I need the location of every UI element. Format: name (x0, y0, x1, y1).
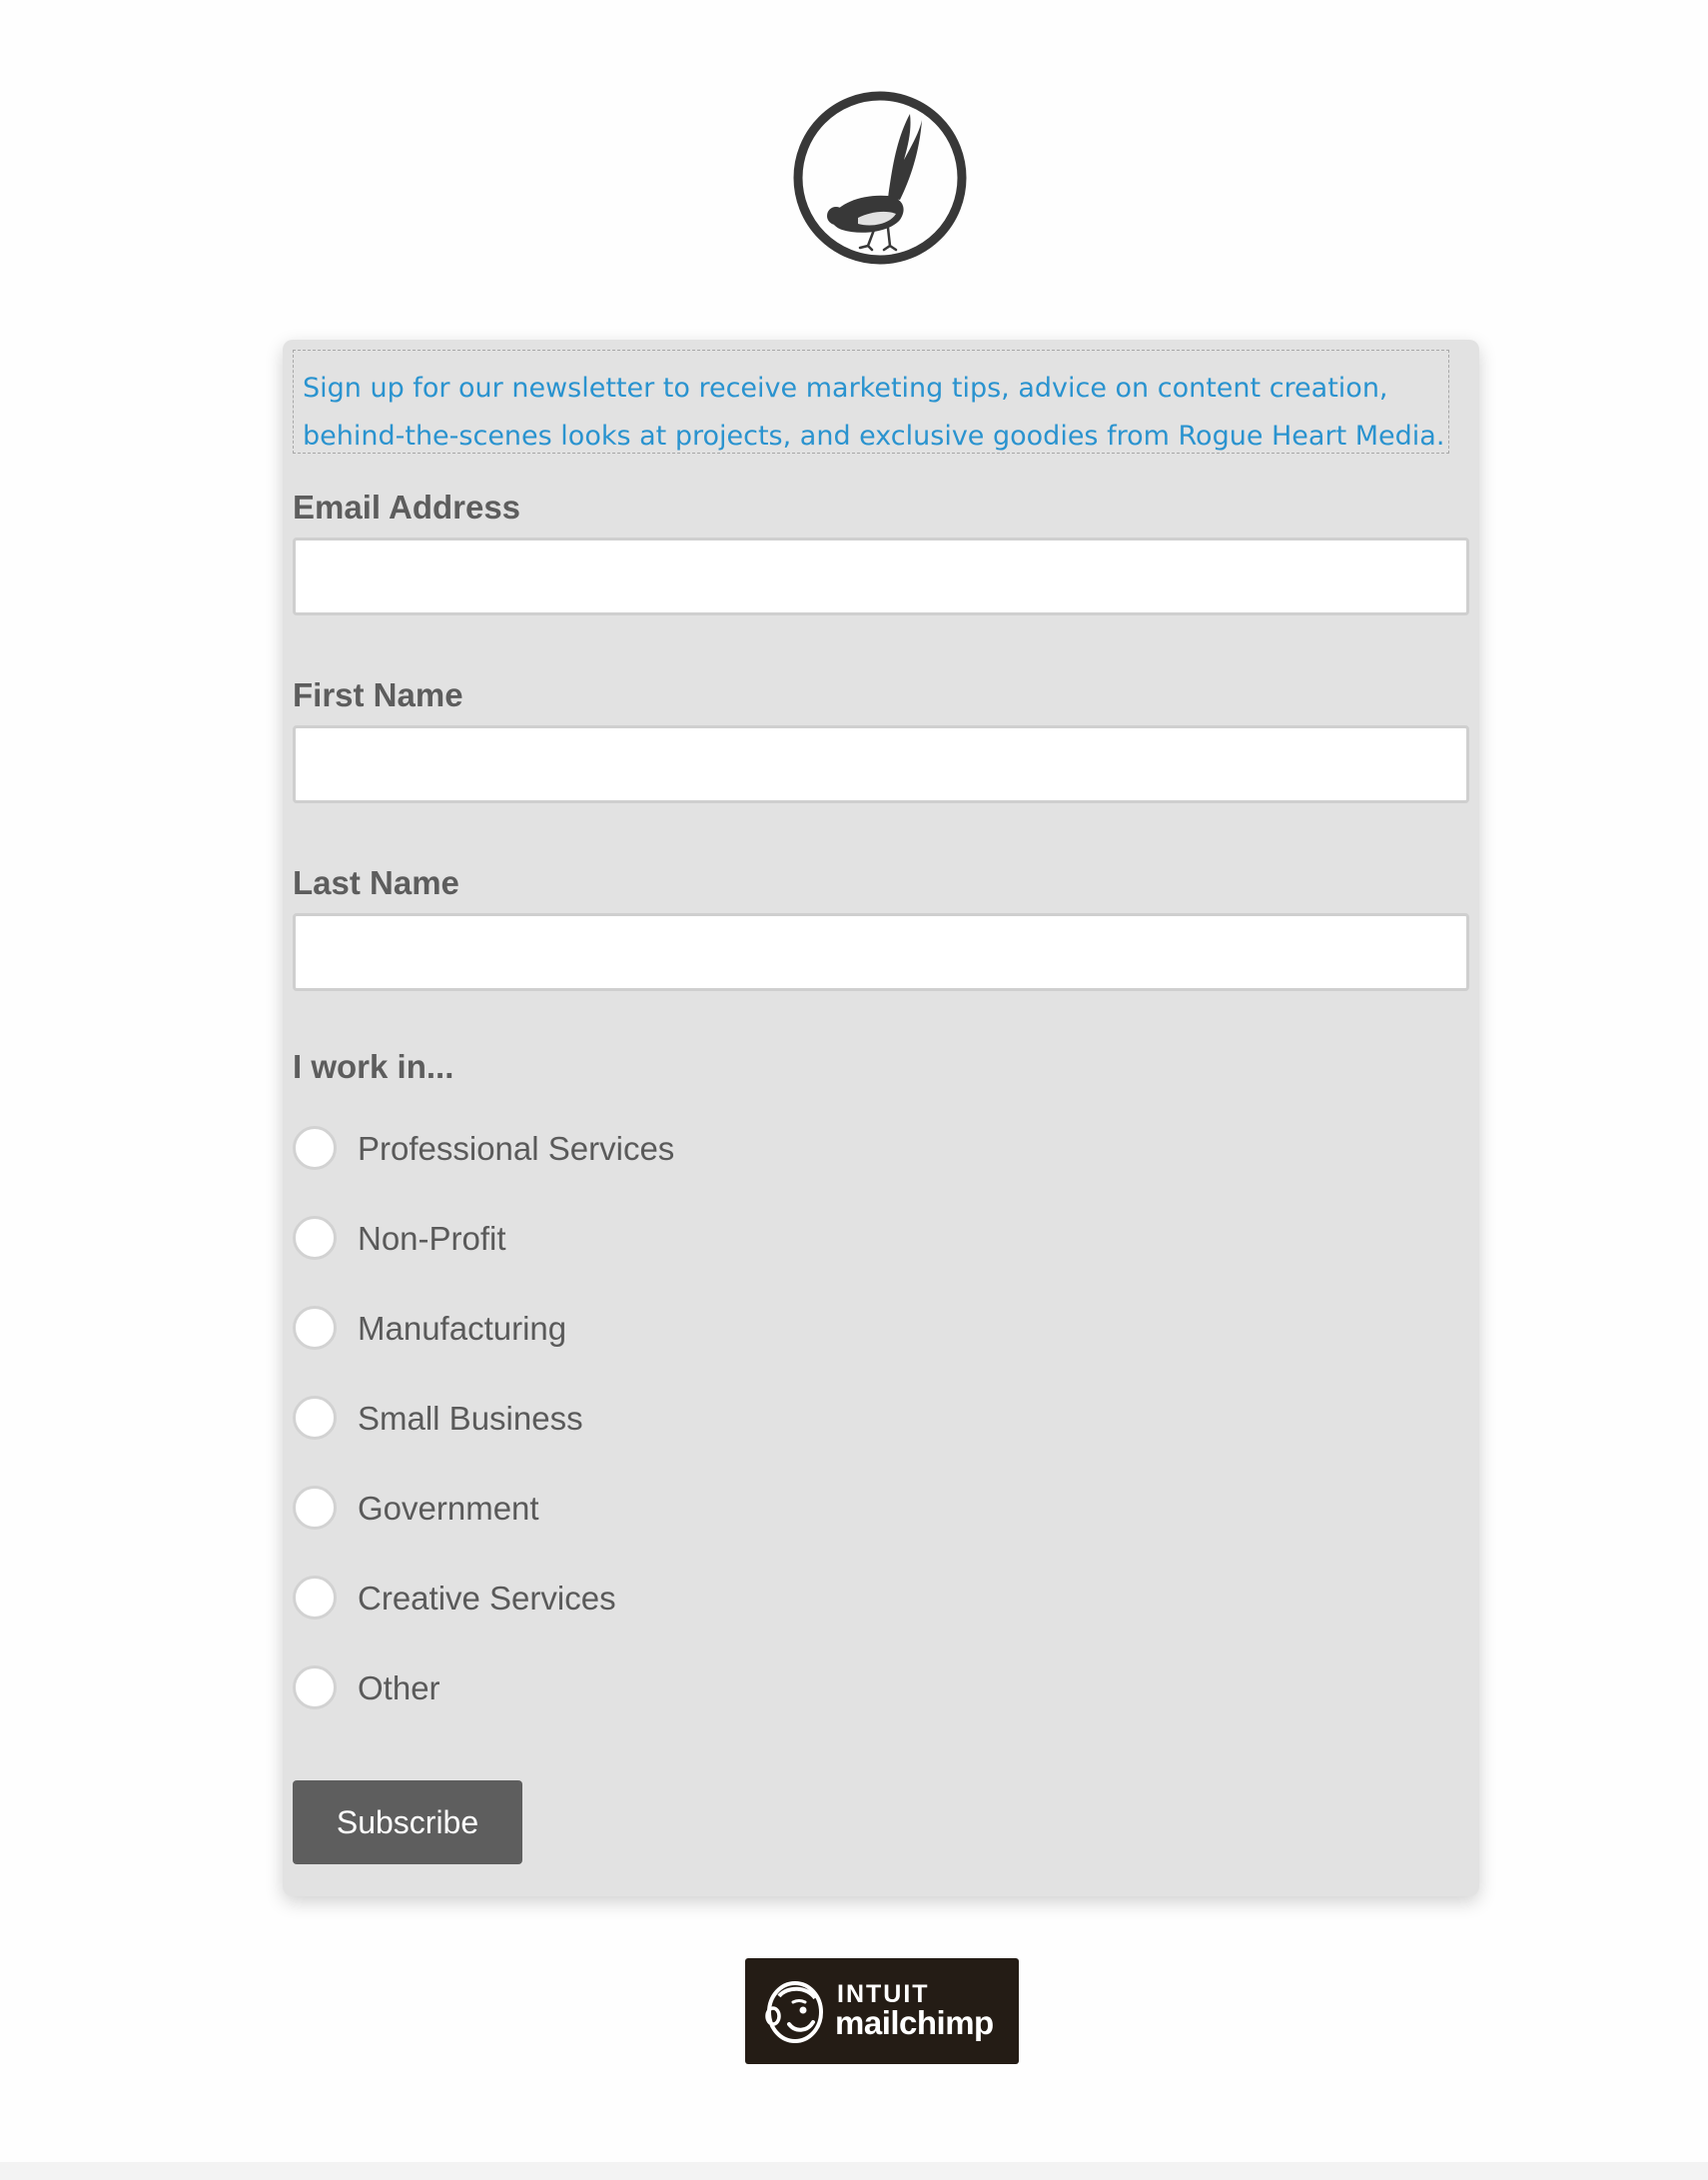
radio-button[interactable] (293, 1396, 337, 1440)
radio-option-professional-services[interactable] (293, 1125, 992, 1175)
radio-option-other[interactable] (293, 1664, 992, 1714)
intuit-wordmark: INTUIT (837, 1980, 930, 2008)
radio-option-label: Manufacturing (358, 1310, 567, 1347)
radio-option-label: Creative Services (358, 1580, 616, 1617)
radio-button[interactable] (293, 1216, 337, 1260)
email-input[interactable] (293, 538, 1469, 615)
email-label: Email Address (293, 489, 521, 526)
radio-option-label: Non-Profit (358, 1220, 506, 1257)
radio-option-non-profit[interactable] (293, 1215, 992, 1265)
last-name-label: Last Name (293, 864, 459, 901)
subscribe-button[interactable]: Subscribe (293, 1780, 522, 1864)
radio-option-label: Government (358, 1490, 539, 1527)
industry-group-label: I work in... (293, 1048, 454, 1085)
last-name-input[interactable] (293, 913, 1469, 991)
newsletter-intro-text: Sign up for our newsletter to receive marketing tips, advice on content creation, behind-the-scenes looks at projects, and exclusive goodies from Rogue Heart Media. (293, 350, 1449, 454)
radio-option-government[interactable] (293, 1485, 992, 1535)
radio-option-manufacturing[interactable] (293, 1305, 992, 1355)
mailchimp-wordmark: mailchimp (835, 2004, 994, 2041)
radio-option-label: Small Business (358, 1400, 583, 1437)
radio-option-small-business[interactable] (293, 1395, 992, 1445)
mailchimp-badge-link[interactable] (745, 1958, 1019, 2064)
radio-button[interactable] (293, 1665, 337, 1709)
radio-option-label: Professional Services (358, 1130, 675, 1167)
radio-button[interactable] (293, 1486, 337, 1530)
page-footer-strip (0, 2162, 1708, 2180)
first-name-input[interactable] (293, 725, 1469, 803)
radio-button[interactable] (293, 1126, 337, 1170)
radio-option-label: Other (358, 1669, 440, 1706)
freddie-chimp-icon (763, 1978, 827, 2046)
radio-button[interactable] (293, 1306, 337, 1350)
magpie-bird-logo-icon (792, 90, 968, 266)
radio-option-creative-services[interactable] (293, 1575, 992, 1625)
brand-logo (792, 90, 968, 266)
signup-form-card (283, 340, 1479, 1896)
radio-button[interactable] (293, 1576, 337, 1620)
first-name-label: First Name (293, 676, 463, 713)
